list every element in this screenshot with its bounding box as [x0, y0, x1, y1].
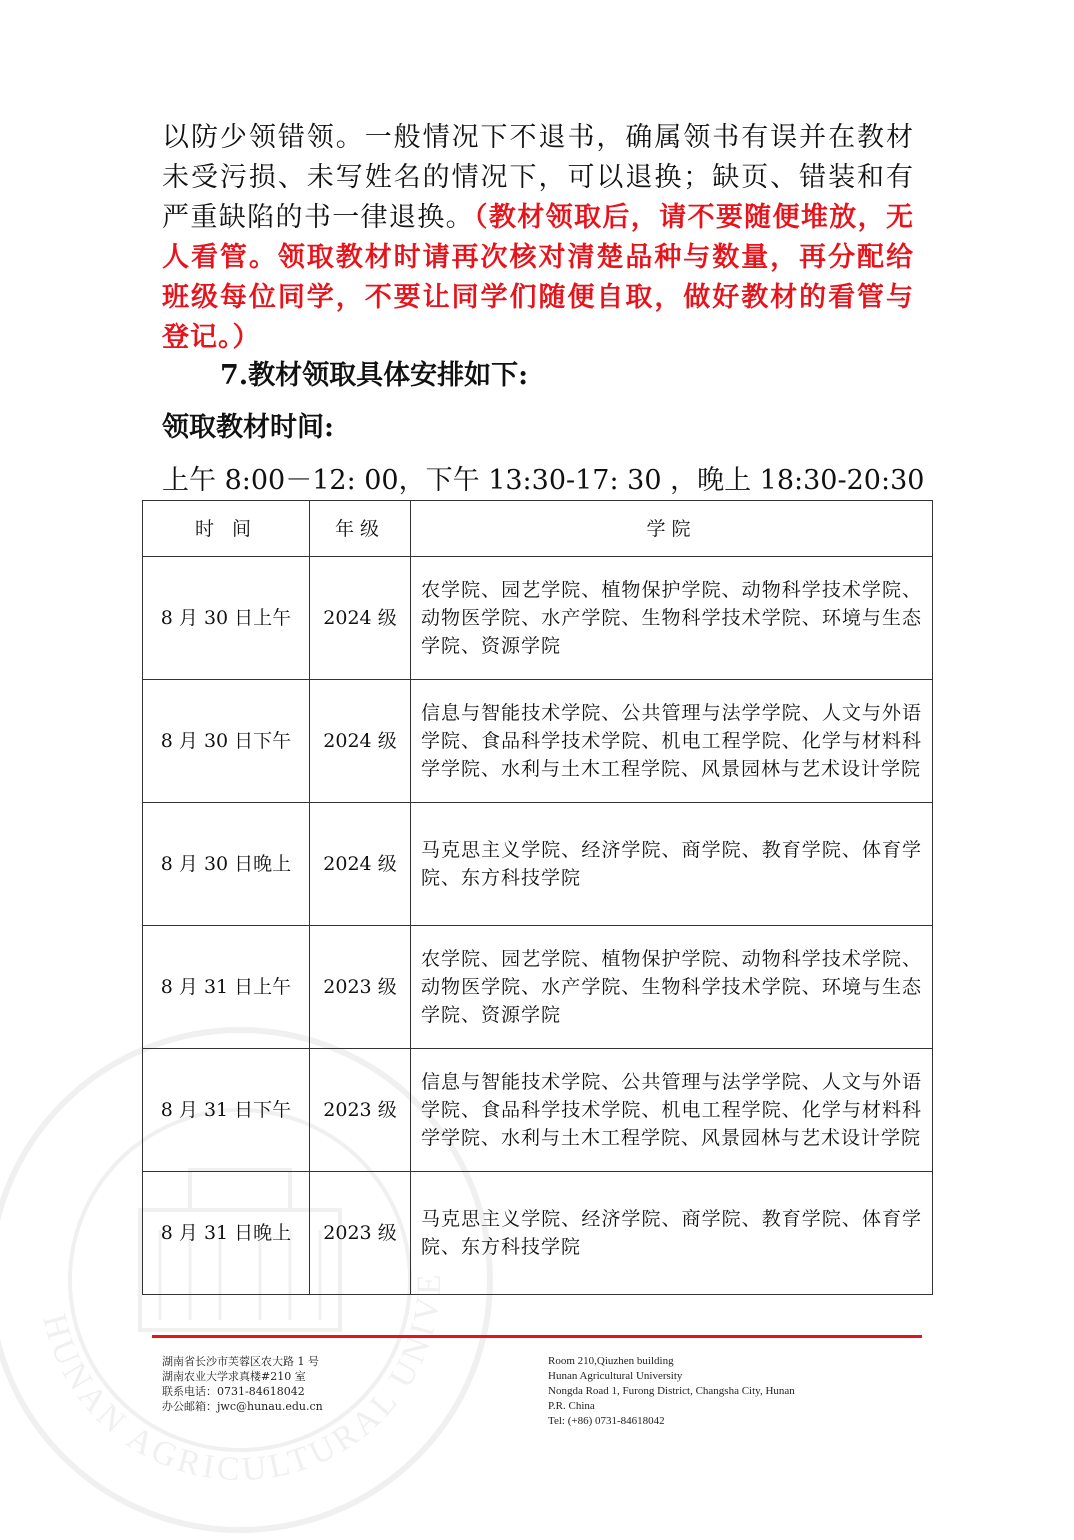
seal-text: HUNAN AGRICULTURAL UNIVE: [35, 1270, 449, 1489]
footer-address-en: [548, 1354, 795, 1429]
header-time: 时 间: [143, 501, 310, 557]
section-7-heading: 7.教材领取具体安排如下:: [220, 360, 529, 391]
intro-paragraph: [162, 118, 914, 358]
row-colleges: 信息与智能技术学院、公共管理与法学学院、人文与外语学院、食品科学技术学院、机电工程学院、化学与材料科学学院、水利与土木工程学院、风景园林与艺术设计学院: [411, 1049, 933, 1172]
table-row: [143, 1172, 933, 1295]
footer-email: 办公邮箱：jwc@hunau.edu.cn: [162, 1400, 323, 1413]
footer-address-line: Room 210,Qiuzhen building: [548, 1355, 674, 1367]
time-label: 领取教材时间:: [162, 412, 334, 443]
footer-phone: 联系电话：0731-84618042: [162, 1385, 305, 1398]
row-time: 8 月 31 日上午: [143, 926, 310, 1049]
footer-address-line: Nongda Road 1, Furong District, Changsha City, Hunan: [548, 1385, 795, 1397]
header-grade: 年级: [310, 501, 411, 557]
row-grade: 2024 级: [310, 557, 411, 680]
table-row: [143, 1049, 933, 1172]
office-hours: 上午 8:00－12: 00，下午 13:30-17: 30 ，晚上 18:30-20:30: [162, 465, 925, 496]
footer-phone: Tel: (+86) 0731-84618042: [548, 1415, 665, 1427]
intro-red-notice: （教材领取后，请不要随便堆放，无人看管。领取教材时请再次核对清楚品种与数量，再分配给班级每位同学，不要让同学们随便自取，做好教材的看管与登记。）: [162, 202, 915, 353]
row-grade: 2023 级: [310, 1172, 411, 1295]
row-time: 8 月 30 日下午: [143, 680, 310, 803]
footer-address-line: P.R. China: [548, 1400, 595, 1412]
row-colleges: 信息与智能技术学院、公共管理与法学学院、人文与外语学院、食品科学技术学院、机电工程学院、化学与材料科学学院、水利与土木工程学院、风景园林与艺术设计学院: [411, 680, 933, 803]
table-row: [143, 926, 933, 1049]
footer-address-cn: [162, 1354, 323, 1414]
footer-address-line: 湖南农业大学求真楼#210 室: [162, 1370, 306, 1383]
table-row: [143, 557, 933, 680]
header-college: 学院: [411, 501, 933, 557]
intro-normal-text: 以防少领错领。一般情况下不退书，确属领书有误并在教材未受污损、未写姓名的情况下，可以退换；缺页、错装和有严重缺陷的书一律退换。: [162, 122, 914, 233]
row-time: 8 月 31 日下午: [143, 1049, 310, 1172]
footer-address-line: 湖南省长沙市芙蓉区农大路 1 号: [162, 1355, 319, 1368]
row-colleges: 马克思主义学院、经济学院、商学院、教育学院、体育学院、东方科技学院: [411, 803, 933, 926]
row-colleges: 农学院、园艺学院、植物保护学院、动物科学技术学院、动物医学院、水产学院、生物科学技术学院、环境与生态学院、资源学院: [411, 926, 933, 1049]
row-grade: 2023 级: [310, 1049, 411, 1172]
row-grade: 2023 级: [310, 926, 411, 1049]
table-header-row: [143, 501, 933, 557]
table-row: [143, 680, 933, 803]
row-colleges: 马克思主义学院、经济学院、商学院、教育学院、体育学院、东方科技学院: [411, 1172, 933, 1295]
row-grade: 2024 级: [310, 680, 411, 803]
row-time: 8 月 30 日晚上: [143, 803, 310, 926]
row-grade: 2024 级: [310, 803, 411, 926]
table-row: [143, 803, 933, 926]
schedule-table: [142, 500, 933, 1295]
footer-address-line: Hunan Agricultural University: [548, 1370, 683, 1382]
row-time: 8 月 31 日晚上: [143, 1172, 310, 1295]
row-colleges: 农学院、园艺学院、植物保护学院、动物科学技术学院、动物医学院、水产学院、生物科学技术学院、环境与生态学院、资源学院: [411, 557, 933, 680]
row-time: 8 月 30 日上午: [143, 557, 310, 680]
footer-red-rule: [152, 1335, 922, 1338]
